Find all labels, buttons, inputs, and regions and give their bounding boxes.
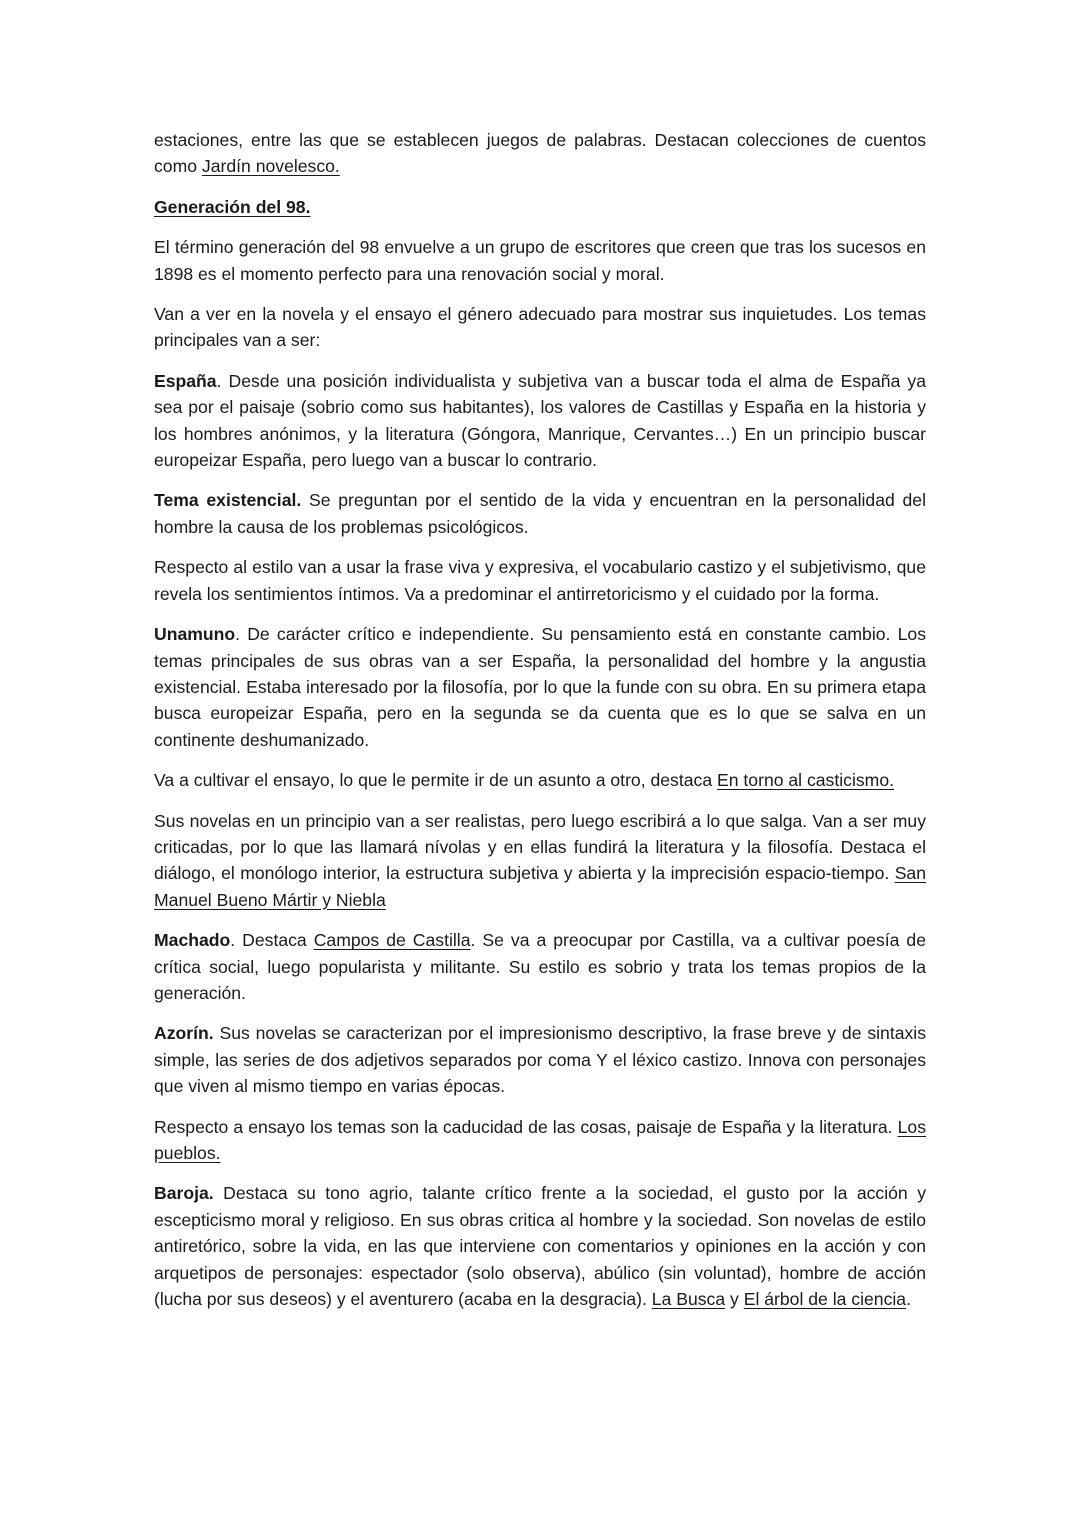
text-run: Se preguntan por el sentido de la vida y encuentran en la personalidad del hombre la causa de los problemas psicológicos. — [154, 490, 926, 537]
paragraph-tema-existencial — [154, 487, 926, 540]
text-run: Respecto a ensayo los temas son la caducidad de las cosas, paisaje de España y la literatura. — [154, 1116, 898, 1137]
book-title-campos-de-castilla: Campos de Castilla — [313, 930, 471, 951]
text-run: estaciones, entre las que se establecen juegos de palabras. Destacan colecciones de cuentos como — [154, 130, 926, 177]
author-machado: Machado — [154, 930, 231, 951]
book-title-en-torno-al-casticismo: En torno al casticismo. — [717, 770, 894, 791]
paragraph-ensayo-azorin — [154, 1114, 926, 1167]
term-tema-existencial: Tema existencial. — [154, 490, 302, 511]
paragraph-termino — [154, 234, 926, 287]
text-run: Sus novelas en un principio van a ser realistas, pero luego escribirá a lo que salga. Van a ser muy criticadas, por lo que las llamará nívolas y en ellas fundirá la literatura y la filosofía. Destaca el diálogo, el monólogo interior, la estructura subjetiva y abierta y la imprecisión espacio-tiempo. — [154, 810, 926, 884]
paragraph-novelas-unamuno — [154, 808, 926, 914]
paragraph-espana — [154, 368, 926, 474]
text-run: El término generación del 98 envuelve a un grupo de escritores que creen que tras los sucesos en 1898 es el momento perfecto para una renovación social y moral. — [154, 237, 926, 284]
text-run: . Se va a preocupar por Castilla, va a cultivar poesía de crítica social, luego popularista y militante. Su estilo es sobrio y trata los temas propios de la generación. — [154, 930, 926, 1003]
book-title-los-pueblos: Los pueblos. — [154, 1116, 926, 1163]
paragraph-estilo — [154, 554, 926, 607]
document-page — [154, 127, 926, 1326]
text-run: . De carácter crítico e independiente. Su pensamiento está en constante cambio. Los temas principales de sus obras van a ser España, la personalidad del hombre y la angustia existencial. Estaba interesado por la filosofía, por lo que la funde con su obra. En su primera etapa busca europeizar España, pero en la segunda se da cuenta que es lo que se salva en un continente deshumanizado. — [154, 624, 926, 750]
paragraph-generos — [154, 301, 926, 354]
paragraph-baroja — [154, 1180, 926, 1312]
text-run: . Destaca — [230, 930, 314, 951]
book-title-jardin-novelesco: Jardín novelesco. — [201, 156, 340, 177]
paragraph-machado — [154, 927, 926, 1006]
paragraph-unamuno — [154, 621, 926, 753]
text-run: . Desde una posición individualista y subjetiva van a buscar toda el alma de España ya sea por el paisaje (sobrio como sus habitantes), los valores de Castillas y España en la historia y los hombres anónimos, y la literatura (Góngora, Manrique, Cervantes…) En un principio buscar europeizar España, pero luego van a buscar lo contrario. — [154, 370, 926, 471]
text-run: Van a ver en la novela y el ensayo el género adecuado para mostrar sus inquietudes. Los temas principales van a ser: — [154, 304, 926, 351]
text-run: Va a cultivar el ensayo, lo que le permite ir de un asunto a otro, destaca — [154, 770, 717, 791]
paragraph-azorin — [154, 1020, 926, 1099]
book-title-san-manuel-bueno-martir: San Manuel Bueno Mártir — [154, 863, 926, 910]
paragraph-ensayo-unamuno — [154, 767, 926, 793]
text-run: y — [725, 1289, 744, 1310]
paragraph-cuentos — [154, 127, 926, 180]
term-espana: España — [154, 370, 217, 391]
book-title-el-arbol-de-la-ciencia: El árbol de la ciencia — [743, 1289, 907, 1310]
text-run: Destaca su tono agrio, talante crítico frente a la sociedad, el gusto por la acción y escepticismo moral y religioso. En sus obras critica al hombre y la sociedad. Son novelas de estilo antiretórico, sobre la vida, en las que interviene con comentarios y opiniones en la acción y con arquetipos de personajes: espectador (solo observa), abúlico (sin voluntad), hombre de acción (lucha por sus deseos) y el aventurero (acaba en la desgracia). — [154, 1183, 926, 1310]
text-run: Sus novelas se caracterizan por el impresionismo descriptivo, la frase breve y de sintaxis simple, las series de dos adjetivos separados por coma Y el léxico castizo. Innova con personajes que viven al mismo tiempo en varias épocas. — [154, 1023, 926, 1097]
text-run: Respecto al estilo van a usar la frase viva y expresiva, el vocabulario castizo y el subjetivismo, que revela los sentimientos íntimos. Va a predominar el antirretoricismo y el cuidado por la forma. — [154, 557, 926, 604]
book-title-niebla: Niebla — [331, 889, 386, 910]
text-run: . — [906, 1289, 911, 1310]
section-heading-generacion-98 — [154, 194, 926, 220]
author-azorin: Azorín. — [154, 1023, 214, 1044]
book-title-la-busca: La Busca — [651, 1289, 726, 1310]
section-heading-text: Generación del 98. — [154, 196, 311, 217]
text-run-conjunction: y — [317, 889, 331, 910]
author-unamuno: Unamuno — [154, 624, 236, 645]
author-baroja: Baroja. — [154, 1183, 214, 1204]
